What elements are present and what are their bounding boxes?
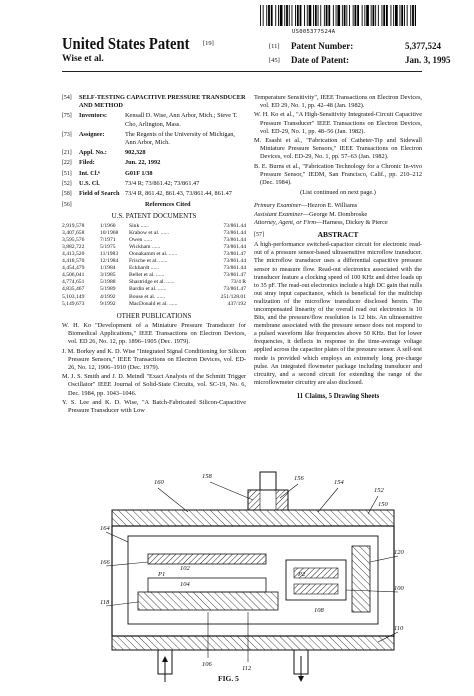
figure-label: 108 — [314, 607, 324, 614]
patent-figure — [98, 462, 410, 684]
table-row — [62, 286, 246, 293]
figure-label: FIG. 5 — [218, 674, 239, 683]
patent-cls: 73/861.47 — [223, 251, 246, 258]
barcode-bar — [284, 5, 285, 26]
table-row — [62, 301, 246, 308]
patent-number: 5,377,524 — [405, 41, 441, 51]
patent-name: Bardin et al. ...... — [129, 286, 167, 293]
patent-cls: 73/861.44 — [223, 265, 246, 272]
assistant-examiner-label: Assistant Examiner — [254, 210, 303, 218]
publication-entry: Temperature Sensitivity", IEEE Transactions on Electron Devices, vol. ED 29, No. 1, pp. 42–48 (Jan. 1982). — [254, 94, 422, 110]
figure-label: 118 — [100, 599, 110, 606]
other-pubs-heading: OTHER PUBLICATIONS — [116, 311, 192, 320]
date-label: Date of Patent: — [291, 55, 349, 65]
barcode-bar — [309, 5, 312, 26]
patent-name: Bellet et al. ...... — [129, 272, 165, 279]
abstract-text: A high-performance switched-capacitor circuit for electronic read-out of a pressure sensor-based ultrasensitive microflow transducer. The microflow transducer uses a differential capacitive pressure sensor to measure flow. Read-out electronics associated with the transducer feature a clocking speed of 100 KHz and drive loads up to 35 pF. The read-out electronics include a high DC gain that nulls out stray input capacitance, which is beneficial for the multichip realization of the microflow transducer disclosed herein. The uncompensated linearity of the overall read out electronics is 10 Bits, and the pressure/flow resolution is 12 bits. An ultrasensitive membrane associated with the pressure sensor does not respond to a pulsed waveform like frequencies above 50 KHz. But for lower frequencies, it deflects in response to the time-average voltage applied across the capacitor plates of the pressure sensor. A self-test mode is provided which employs an extremely long pre-charge pulse. An integrated flowmeter package including transducer and circuitry, and a second circuit for extending the range of the microflowmeter circuitry are also disclosed. — [254, 241, 422, 386]
patent-cls: 73/861.44 — [223, 222, 246, 229]
barcode-bar — [383, 5, 385, 26]
biblio-field — [62, 94, 246, 110]
barcode-bar — [400, 5, 401, 26]
barcode-bar — [268, 5, 270, 26]
figure-label: 112 — [242, 665, 252, 672]
barcode-bar — [337, 5, 340, 26]
publication-entry: W. H. Ko et al., "A High-Sensitivity Integrated-Circuit Capacitive Pressure Transducer" IEEE Transactions on Electron Devices, vol. ED-29, No. 1, pp. 48–56 (Jan. 1982). — [254, 111, 422, 135]
barcode-bar — [353, 5, 354, 26]
patent-date: 10/1968 — [100, 229, 119, 236]
figure-label: P1 — [158, 571, 166, 578]
barcode-bar — [300, 5, 302, 26]
figure-label: 164 — [100, 525, 110, 532]
field-tag: [54] — [62, 95, 72, 101]
barcode-bar — [364, 5, 365, 26]
patent-cls: 73/4 R — [230, 279, 246, 286]
patent-name: Sink ...... — [129, 222, 150, 229]
barcode-bar — [393, 5, 394, 26]
patent-num: 3,882,722 — [62, 243, 85, 250]
field-value: Jun. 22, 1992 — [125, 159, 161, 167]
right-column — [254, 94, 422, 401]
barcode-bar — [371, 5, 372, 26]
figure-label: 150 — [378, 501, 388, 508]
publications-continued — [254, 94, 422, 187]
barcode-bar — [382, 5, 383, 26]
field-value: Kensall D. Wise, Ann Arbor, Mich.; Steve T. Cho, Arlington, Mass. — [125, 112, 238, 128]
field-tag: [58] — [62, 191, 72, 198]
barcode-bar — [266, 5, 267, 26]
table-row — [62, 265, 246, 272]
patent-num: 4,774,651 — [62, 279, 85, 286]
abstract-heading-row — [254, 231, 422, 239]
field-tag: [73] — [62, 131, 72, 138]
patent-num: 4,454,479 — [62, 265, 85, 272]
barcode-bar — [315, 5, 317, 26]
figure-label: P2 — [298, 571, 306, 578]
barcode-bar — [349, 5, 350, 26]
us-docs-heading: U.S. PATENT DOCUMENTS — [111, 212, 197, 221]
barcode-bar — [404, 5, 405, 26]
patent-name: Krabow et al. ...... — [129, 229, 170, 236]
publication-entry: B. E. Burns et al., "Fabrication Technology for a Chronic In-vivo Pressure Sensor," IEDM, San Francisco, Calif., pp. 210–212 (Dec. 1984). — [254, 162, 422, 187]
figure-label: 102 — [180, 565, 190, 572]
primary-examiner — [254, 202, 422, 210]
barcode-bar — [289, 5, 290, 26]
patent-num: 5,103,149 — [62, 293, 85, 300]
barcode-bar — [412, 5, 414, 26]
attorney-label: Attorney, Agent, or Firm — [254, 218, 316, 226]
barcode-bar — [324, 5, 325, 26]
table-row — [62, 237, 246, 244]
barcode-bar — [342, 5, 343, 26]
barcode-bar — [304, 5, 305, 26]
field-tag: [52] — [62, 180, 72, 187]
table-row — [62, 258, 246, 265]
barcode-bar — [410, 5, 411, 26]
patent-date: 5/1975 — [100, 243, 116, 250]
biblio-field — [62, 190, 246, 198]
patent-name: Shastridge et al. ...... — [129, 279, 175, 286]
patent-cls: 73/861.47 — [223, 286, 246, 293]
us-patent-table — [62, 223, 246, 308]
barcode-bar — [295, 5, 296, 26]
patent-num: 3,595,576 — [62, 236, 85, 243]
barcode-bar — [278, 5, 279, 26]
attorney-name: —Harness, Dickey & Pierce — [315, 218, 388, 226]
figure-label: 120 — [394, 549, 404, 556]
barcode-bar — [415, 5, 416, 26]
abstract-tag: [57] — [254, 232, 264, 239]
title-tag: [19] — [203, 40, 214, 47]
patent-cls: 73/861.44 — [223, 243, 246, 250]
other-publications — [62, 322, 246, 415]
barcode-bar — [391, 5, 392, 26]
barcode-bar — [260, 5, 261, 26]
barcode-bar — [401, 5, 403, 26]
table-row — [62, 223, 246, 230]
patent-cls: 73/861.44 — [223, 258, 246, 265]
barcode-bar — [318, 5, 319, 26]
biblio-field — [62, 170, 246, 178]
bibliographic-fields — [62, 94, 246, 198]
barcode-bar — [292, 5, 293, 26]
field-label: Inventors: — [79, 112, 107, 120]
field-value: The Regents of the University of Michigan, Ann Arbor, Mich. — [125, 130, 235, 147]
barcode-bar — [328, 5, 330, 26]
barcode-bar — [362, 5, 363, 26]
patent-cls: 251/128.01 — [220, 293, 246, 300]
list-continued: (List continued on next page.) — [300, 189, 376, 197]
barcode-bar — [326, 5, 328, 26]
biblio-field — [62, 180, 246, 188]
patent-num: 2,919,578 — [62, 222, 85, 229]
field-tag: [75] — [62, 113, 72, 120]
publication-entry: M. Esashi et al., "Fabrication of Catheter-Tip and Sidewall Miniature Pressure Sensors," IEEE Transactions on Electron Devices, vol. ED-29, No. 1, pp. 57–63 (Jan. 1982). — [254, 137, 422, 161]
patent-name: MacDonald et al. ...... — [129, 300, 178, 307]
barcode-bar — [297, 5, 299, 26]
figure-label: 106 — [202, 661, 212, 668]
barcode-bar — [271, 5, 273, 26]
patent-num: 5,149,673 — [62, 300, 85, 307]
references-cited-heading: References Cited — [145, 201, 191, 209]
patent-name: Eckhardt ...... — [129, 265, 159, 272]
patent-number-tag: [11] — [269, 43, 280, 50]
field-tag: [51] — [62, 170, 72, 177]
barcode-bar — [313, 5, 314, 26]
field-label: Field of Search — [79, 190, 120, 198]
barcode-bar — [357, 5, 359, 26]
barcode-bar — [346, 5, 347, 26]
attorney — [254, 219, 422, 227]
patent-cls: 73/861.44 — [223, 229, 246, 236]
barcode-number: US005377524A — [292, 29, 336, 35]
figure-label: 156 — [294, 475, 304, 482]
table-row — [62, 230, 246, 237]
barcode-bar — [333, 5, 334, 26]
barcode-bar — [375, 5, 376, 26]
patent-date: 5/1989 — [100, 286, 116, 293]
field-value: 902,328 — [125, 149, 146, 157]
assistant-examiner-name: —George M. Dombroske — [302, 210, 368, 218]
patent-num: 4,835,467 — [62, 286, 85, 293]
figure-label: 158 — [202, 473, 212, 480]
primary-examiner-label: Primary Examiner — [254, 202, 302, 210]
field-value: SELF-TESTING CAPACITIVE PRESSURE TRANSDUCER AND METHOD — [79, 94, 246, 110]
field-tag: [22] — [62, 160, 72, 167]
patent-date: 11/1983 — [100, 251, 119, 258]
field-label: U.S. Cl. — [79, 179, 100, 187]
biblio-field — [62, 159, 246, 167]
barcode-bar — [307, 5, 308, 26]
table-row — [62, 251, 246, 258]
figure-label: 100 — [394, 585, 404, 592]
field-label: Filed: — [79, 159, 95, 167]
patent-name: Oonakamm et al. ...... — [129, 251, 178, 258]
figure-label: 166 — [100, 559, 110, 566]
barcode-bar — [336, 5, 337, 26]
biblio-field — [62, 149, 246, 157]
publication-entry: W. H. Ko "Development of a Miniature Pressure Transducer for Biomedical Applications," IEEE Transactions on Electron Devices, vol. ED 26, No. 12, pp. 1896–1905 (Dec. 1979). — [62, 321, 246, 346]
references-tag: [56] — [62, 202, 72, 209]
barcode-bar — [344, 5, 346, 26]
inventor-short: Wise et al. — [62, 54, 104, 64]
patent-title: United States Patent — [62, 34, 190, 53]
assistant-examiner — [254, 211, 422, 219]
publication-entry: Y. S. Lee and K. D. Wise, "A Batch-Fabricated Silicon-Capacitive Pressure Transducer with Low — [62, 398, 246, 414]
patent-name: Owen ...... — [129, 236, 153, 243]
patent-cls: 437/192 — [227, 300, 246, 307]
barcode-bar — [320, 5, 321, 26]
barcode-bar — [366, 5, 369, 26]
figure-label: 104 — [180, 581, 190, 588]
publication-entry: M. J. S. Smith and J. D. Meindl "Exact Analysis of the Schmitt Trigger Oscillator" IEEE Journal of Solid-State Circuits, vol. SC-19, No. 6, Dec. 1984, pp. 1043–1046. — [62, 373, 246, 397]
barcode-bar — [378, 5, 379, 26]
barcode-bar — [280, 5, 283, 26]
barcode-bar — [407, 5, 408, 26]
biblio-field — [62, 112, 246, 128]
patent-name: Bouse et al. ...... — [129, 293, 166, 300]
barcode-bar — [286, 5, 288, 26]
left-column — [62, 94, 246, 416]
patent-num: 3,407,658 — [62, 229, 85, 236]
patent-date: 3/1985 — [100, 272, 116, 279]
barcode-bar — [373, 5, 375, 26]
figure-label: 154 — [334, 479, 344, 486]
primary-examiner-name: —Hezron E. Williams — [301, 202, 358, 210]
table-row — [62, 294, 246, 301]
patent-date: 1/1960 — [100, 222, 116, 229]
figure-label: 110 — [394, 625, 404, 632]
patent-date: 9/1992 — [100, 300, 116, 307]
field-label: Assignee: — [79, 130, 105, 138]
field-label: Int. Cl.⁶ — [79, 169, 100, 177]
field-value: 73/4 R, 861.42, 861.43, 73/861.44, 861.47 — [125, 190, 232, 198]
field-value: G01F 1/38 — [125, 169, 153, 177]
publication-entry: J. M. Borkey and K. D. Wise "Integrated Signal Conditioning for Silicon Pressure Sensors," IEEE Transactions on Electron Devices, vol. ED-26, No. 12, 1906–1910 (Dec. 1979). — [62, 347, 246, 371]
patent-date: 1/1984 — [100, 265, 116, 272]
abstract-heading: ABSTRACT — [317, 230, 359, 240]
patent-date: 4/1992 — [100, 293, 116, 300]
barcode-bar — [355, 5, 357, 26]
patent-date: 5/1988 — [100, 279, 116, 286]
table-row — [62, 272, 246, 279]
patent-num: 4,413,520 — [62, 251, 85, 258]
table-row — [62, 279, 246, 286]
patent-date: 7/1971 — [100, 236, 116, 243]
barcode-bar — [263, 5, 264, 26]
claims-summary: 11 Claims, 5 Drawing Sheets — [296, 392, 380, 400]
barcode-bar — [275, 5, 276, 26]
figure-label: 160 — [154, 479, 164, 486]
barcode-bar — [395, 5, 398, 26]
biblio-field — [62, 131, 246, 147]
barcode-bar — [386, 5, 388, 26]
patent-num: 4,506,041 — [62, 272, 85, 279]
figure-label: 152 — [374, 487, 384, 494]
references-field — [62, 201, 246, 209]
patent-date: Jan. 3, 1995 — [405, 55, 451, 65]
table-row — [62, 244, 246, 251]
field-label: Appl. No.: — [79, 149, 107, 157]
patent-cls: 73/861.44 — [223, 236, 246, 243]
field-tag: [21] — [62, 150, 72, 157]
patent-date: 12/1984 — [100, 258, 119, 265]
field-value: 73/4 R; 73/861.42; 73/861.47 — [125, 179, 200, 187]
patent-cls: 73/861.47 — [223, 272, 246, 279]
patent-name: Wickham ...... — [129, 243, 161, 250]
patent-num: 4,418,570 — [62, 258, 85, 265]
patent-number-label: Patent Number: — [291, 41, 354, 51]
barcode — [260, 5, 416, 26]
date-tag: [45] — [269, 57, 280, 64]
header-rule — [62, 71, 422, 72]
patent-name: Frische et al. ...... — [129, 258, 168, 265]
